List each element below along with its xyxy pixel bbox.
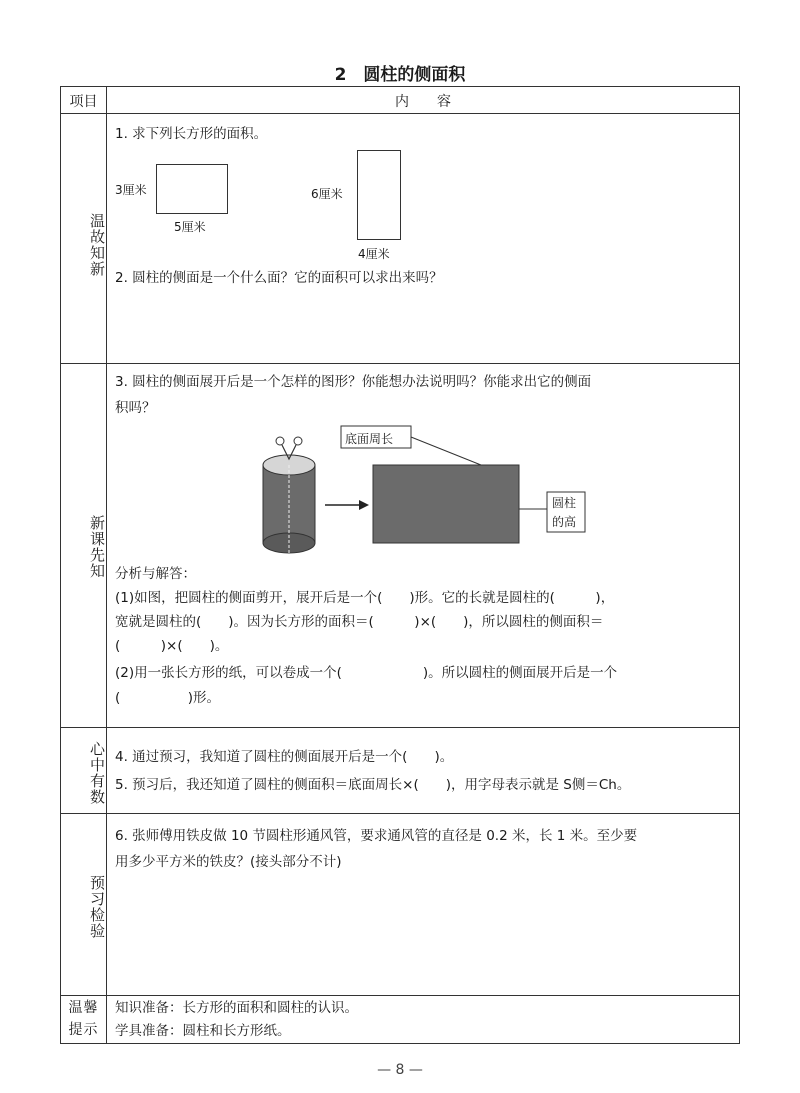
question-6-line2: 用多少平方米的铁皮？(接头部分不计) [115, 854, 342, 870]
question-1: 1. 求下列长方形的面积。 [115, 126, 268, 142]
answer-2-line1: (2)用一张长方形的纸，可以卷成一个( )。所以圆柱的侧面展开后是一个 [115, 665, 618, 681]
tip-materials: 学具准备：圆柱和长方形纸。 [115, 1023, 291, 1039]
question-6-line1: 6. 张师傅用铁皮做 10 节圆柱形通风管，要求通风管的直径是 0.2 米，长 1 米。至少要 [115, 828, 638, 844]
question-3-line1: 3. 圆柱的侧面展开后是一个怎样的图形？你能想办法说明吗？你能求出它的侧面 [115, 374, 592, 390]
section-label-summary: 心中有数 [88, 741, 106, 805]
rect2-height-label: 6厘米 [311, 187, 343, 201]
section-label-review: 温故知新 [88, 213, 106, 277]
rectangle-3x5 [156, 164, 228, 214]
rect2-width-label: 4厘米 [358, 247, 390, 261]
answer-1-line2: 宽就是圆柱的( )。因为长方形的面积＝( )×( )，所以圆柱的侧面积＝ [115, 614, 604, 630]
rect1-width-label: 5厘米 [174, 220, 206, 234]
tip-knowledge: 知识准备：长方形的面积和圆柱的认识。 [115, 1000, 358, 1016]
cylinder-unfold-diagram [251, 421, 631, 561]
row-divider [61, 727, 739, 728]
row-divider [61, 813, 739, 814]
answer-1-line3: ( )×( )。 [115, 638, 229, 654]
rect1-height-label: 3厘米 [115, 183, 147, 197]
section-label-check: 预习检验 [88, 875, 106, 939]
cylinder-figure [263, 437, 315, 553]
answer-2-line2: ( )形。 [115, 690, 221, 706]
header-content: 内 容 [395, 94, 451, 110]
row-divider [61, 113, 739, 114]
section-label-tips: 温馨提示 [68, 1000, 99, 1038]
section-label-new-lesson: 新课先知 [88, 515, 106, 579]
question-4: 4. 通过预习，我知道了圆柱的侧面展开后是一个( )。 [115, 749, 454, 765]
unfolded-rectangle [373, 465, 519, 543]
row-divider [61, 363, 739, 364]
answer-1-line1: (1)如图，把圆柱的侧面剪开，展开后是一个( )形。它的长就是圆柱的( )， [115, 590, 615, 606]
worksheet-table [60, 86, 740, 1044]
callout-height-label-1: 圆柱 [552, 496, 577, 510]
callout-circumference-label: 底面周长 [345, 432, 394, 446]
arrow-icon [325, 500, 369, 510]
question-2: 2. 圆柱的侧面是一个什么面？它的面积可以求出来吗？ [115, 270, 443, 286]
callout-height-label-2: 的高 [552, 515, 577, 529]
callout-pointer [411, 437, 481, 465]
page-title: 2 圆柱的侧面积 [334, 65, 466, 85]
question-5: 5. 预习后，我还知道了圆柱的侧面积＝底面周长×( )，用字母表示就是 S侧＝Ch。 [115, 777, 631, 793]
page-number: — 8 — [377, 1062, 423, 1078]
question-3-line2: 积吗？ [115, 400, 156, 416]
header-item: 项目 [69, 94, 98, 110]
rectangle-6x4 [357, 150, 401, 240]
analysis-heading: 分析与解答： [115, 566, 196, 582]
column-divider [106, 87, 107, 1043]
